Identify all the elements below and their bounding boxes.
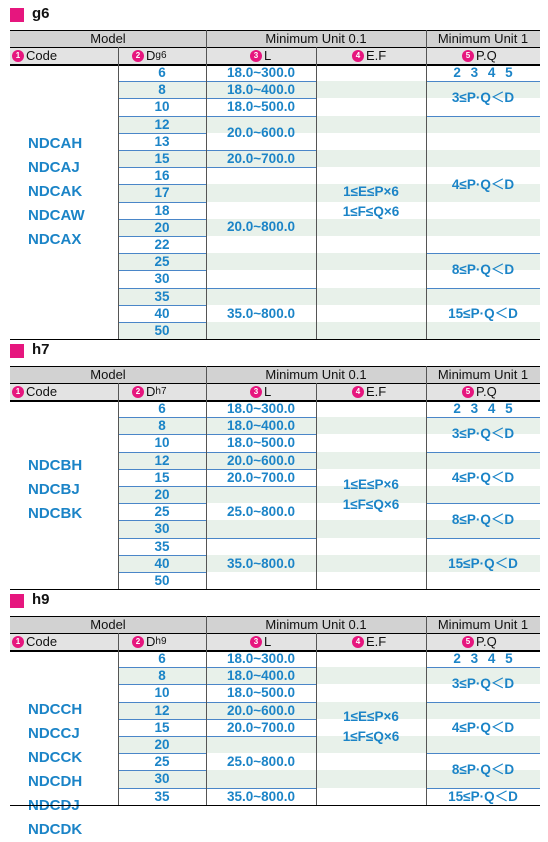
- header-model: Model: [90, 367, 126, 382]
- row-divider: [118, 305, 206, 306]
- d-value-cell: 40: [118, 555, 206, 572]
- section-marker-icon: [10, 344, 24, 358]
- section-marker-icon: [10, 8, 24, 22]
- ef-line: 1≤E≤P×6: [343, 476, 399, 492]
- row-divider: [118, 322, 206, 323]
- d-value-cell: 20: [118, 736, 206, 753]
- header-l-label: L: [264, 384, 272, 399]
- l-range-group-divider: [206, 288, 316, 289]
- number-circle-icon: 2: [132, 636, 144, 648]
- d-value-cell: 30: [154, 271, 170, 287]
- l-range-group-divider: [206, 719, 316, 720]
- row-divider: [118, 434, 206, 435]
- l-range-group-divider: [206, 167, 316, 168]
- header-d: [132, 384, 167, 399]
- code-list: [28, 132, 85, 252]
- l-range-cell: 25.0~800.0: [227, 754, 295, 769]
- ef-row-tint: [317, 253, 426, 270]
- l-range-group-divider: [206, 452, 316, 453]
- l-range-group-divider: [206, 116, 316, 117]
- d-value-cell: 30: [118, 770, 206, 787]
- header-row-bottom: [10, 383, 540, 400]
- d-value-cell: 8: [118, 417, 206, 434]
- pq-range-cell: 3≤P·Q＜D: [451, 676, 515, 692]
- header-pq: [462, 48, 497, 63]
- l-range-cell: 18.0~400.0: [227, 668, 295, 684]
- d-value-cell: 35: [154, 538, 170, 554]
- d-value-cell: 17: [118, 184, 206, 201]
- row-divider: [118, 202, 206, 203]
- l-range-cell: 35.0~800.0: [227, 305, 295, 321]
- header-min-unit-01: Minimum Unit 0.1: [265, 367, 367, 382]
- header-pq: [462, 634, 497, 649]
- table-border-line: [10, 616, 540, 617]
- l-range-cell: 18.0~500.0: [227, 685, 295, 701]
- row-divider: [118, 486, 206, 487]
- section-title: g6: [32, 5, 50, 22]
- code-item: NDCCJ: [28, 725, 80, 742]
- pq-range-group-divider: [426, 753, 540, 754]
- header-row-bottom: [10, 633, 540, 650]
- l-range-cell: 35.0~800.0: [227, 555, 295, 571]
- l-range-cell: 18.0~500.0: [227, 99, 295, 115]
- header-ef-label: E.F: [366, 48, 387, 63]
- number-circle-icon: 5: [462, 50, 474, 62]
- l-range-group-divider: [206, 98, 316, 99]
- spec-table: [10, 30, 540, 339]
- ef-cell: [316, 182, 426, 222]
- code-item: NDCAK: [28, 183, 83, 200]
- header-d-subscript: h7: [155, 386, 167, 397]
- d-value-cell: 15: [118, 150, 206, 167]
- d-value-cell: 20: [118, 486, 206, 503]
- table-border-line: [10, 805, 540, 806]
- l-range-cell: 20.0~700.0: [227, 719, 295, 735]
- code-item: NDCBK: [28, 505, 83, 522]
- header-code: [12, 384, 57, 399]
- header-l: [250, 384, 271, 399]
- header-d: [132, 634, 167, 649]
- table-border-line: [10, 339, 540, 340]
- l-range-cell: 18.0~400.0: [227, 418, 295, 434]
- table-border-line: [10, 400, 540, 402]
- d-value-cell: 13: [154, 133, 170, 149]
- l-range-group-divider: [206, 434, 316, 435]
- header-min-unit-1: Minimum Unit 1: [437, 31, 529, 46]
- column-divider: [426, 366, 427, 589]
- pq-range-cell: 4≤P·Q＜D: [451, 719, 515, 735]
- code-item: NDCDH: [28, 773, 83, 790]
- ef-row-tint: [317, 150, 426, 167]
- number-circle-icon: 5: [462, 636, 474, 648]
- row-divider: [118, 167, 206, 168]
- d-value-cell: 8: [118, 81, 206, 98]
- table-border-line: [10, 383, 540, 384]
- header-pq: [462, 384, 497, 399]
- number-circle-icon: 3: [250, 636, 262, 648]
- l-range-group-divider: [206, 469, 316, 470]
- header-code: [12, 48, 57, 63]
- row-divider: [118, 98, 206, 99]
- header-min-unit-01: Minimum Unit 0.1: [265, 31, 367, 46]
- code-list: [28, 454, 82, 526]
- l-range-group-divider: [206, 788, 316, 789]
- number-circle-icon: 2: [132, 386, 144, 398]
- header-model: Model: [90, 31, 126, 46]
- code-item: NDCAJ: [28, 159, 80, 176]
- d-value-cell: 12: [118, 452, 206, 469]
- header-l-label: L: [264, 48, 272, 63]
- row-divider: [118, 719, 206, 720]
- l-range-cell: 20.0~600.0: [227, 452, 295, 468]
- row-divider: [118, 417, 206, 418]
- pq-range-group-divider: [426, 503, 540, 504]
- d-value-cell: 12: [118, 116, 206, 133]
- d-value-cell: 8: [118, 667, 206, 684]
- number-circle-icon: 1: [12, 386, 24, 398]
- l-range-cell: 25.0~800.0: [227, 504, 295, 519]
- header-d-label: D: [146, 48, 156, 63]
- pq-range-group-divider: [426, 116, 540, 117]
- row-divider: [118, 236, 206, 237]
- table-border-line: [10, 650, 540, 652]
- l-range-group-divider: [206, 684, 316, 685]
- d-value-cell: 15: [154, 719, 170, 735]
- ef-line: 1≤F≤Q×6: [342, 496, 400, 512]
- table-border-line: [10, 633, 540, 634]
- pq-range-cell: 8≤P·Q＜D: [451, 262, 515, 278]
- header-ef: [352, 634, 386, 649]
- pq-range-cell: 2 3 4 5: [453, 651, 513, 666]
- number-circle-icon: 4: [352, 386, 364, 398]
- number-circle-icon: 1: [12, 636, 24, 648]
- column-divider: [316, 633, 317, 805]
- pq-range-group-divider: [426, 288, 540, 289]
- d-value-cell: 25: [154, 504, 170, 520]
- ef-row-tint: [317, 322, 426, 339]
- row-divider: [118, 572, 206, 573]
- pq-range-group-divider: [426, 538, 540, 539]
- number-circle-icon: 2: [132, 50, 144, 62]
- d-value-cell: 12: [118, 702, 206, 719]
- d-value-cell: 16: [154, 168, 170, 184]
- row-divider: [118, 555, 206, 556]
- header-d-label: D: [146, 384, 156, 399]
- header-code-label: Code: [26, 48, 58, 63]
- row-divider: [118, 538, 206, 539]
- ef-line: 1≤E≤P×6: [343, 709, 399, 725]
- table-border-line: [10, 64, 540, 66]
- pq-range-cell: 4≤P·Q＜D: [451, 469, 515, 485]
- header-min-unit-1: Minimum Unit 1: [437, 367, 529, 382]
- row-divider: [118, 667, 206, 668]
- code-item: NDCAX: [28, 231, 82, 248]
- header-pq-label: P.Q: [476, 384, 497, 399]
- section-title: h7: [32, 341, 50, 358]
- d-value-cell: 30: [118, 520, 206, 537]
- row-divider: [118, 770, 206, 771]
- column-divider: [118, 633, 119, 805]
- d-value-cell: 10: [154, 435, 170, 451]
- header-code: [12, 634, 57, 649]
- header-code-label: Code: [26, 634, 58, 649]
- header-code-label: Code: [26, 384, 58, 399]
- ef-line: 1≤F≤Q×6: [342, 729, 400, 745]
- header-model: Model: [90, 617, 126, 632]
- d-value-cell: 50: [154, 573, 170, 588]
- number-circle-icon: 4: [352, 50, 364, 62]
- row-divider: [118, 270, 206, 271]
- code-item: NDCCH: [28, 701, 83, 718]
- code-item: NDCCK: [28, 749, 83, 766]
- d-value-cell: 20: [118, 219, 206, 236]
- header-d-subscript: g6: [155, 50, 167, 61]
- column-divider: [426, 616, 427, 805]
- row-divider: [118, 81, 206, 82]
- table-border-line: [10, 30, 540, 31]
- d-value-cell: 18: [154, 202, 170, 218]
- l-range-group-divider: [206, 538, 316, 539]
- pq-range-cell: 15≤P·Q＜D: [448, 555, 518, 571]
- l-range-cell: 18.0~400.0: [227, 82, 295, 98]
- header-ef: [352, 48, 386, 63]
- l-range-group-divider: [206, 417, 316, 418]
- row-divider: [118, 753, 206, 754]
- column-divider: [118, 383, 119, 589]
- d-value-cell: 40: [154, 305, 170, 321]
- pq-range-cell: 8≤P·Q＜D: [451, 762, 515, 778]
- row-divider: [118, 288, 206, 289]
- pq-range-group-divider: [426, 702, 540, 703]
- l-range-cell: 20.0~700.0: [227, 469, 295, 485]
- row-divider: [118, 469, 206, 470]
- l-range-cell: 18.0~300.0: [227, 401, 295, 416]
- code-item: NDCDJ: [28, 797, 80, 814]
- number-circle-icon: 3: [250, 50, 262, 62]
- code-item: NDCDK: [28, 821, 83, 838]
- row-divider: [118, 150, 206, 151]
- header-min-unit-1: Minimum Unit 1: [437, 617, 529, 632]
- header-row-bottom: [10, 47, 540, 64]
- l-range-group-divider: [206, 486, 316, 487]
- column-divider: [316, 47, 317, 339]
- l-range-group-divider: [206, 81, 316, 82]
- column-divider: [206, 366, 207, 589]
- spec-table: [10, 366, 540, 589]
- pq-range-group-divider: [426, 253, 540, 254]
- pq-range-group-divider: [426, 417, 540, 418]
- row-divider: [118, 520, 206, 521]
- table-border-line: [10, 366, 540, 367]
- pq-range-cell: 3≤P·Q＜D: [451, 90, 515, 106]
- ef-row-tint: [317, 770, 426, 787]
- ef-line: 1≤E≤P×6: [343, 183, 399, 199]
- pq-range-cell: 15≤P·Q＜D: [448, 788, 518, 804]
- header-min-unit-01: Minimum Unit 0.1: [265, 617, 367, 632]
- d-value-cell: 25: [118, 253, 206, 270]
- d-value-cell: 10: [154, 685, 170, 701]
- l-range-cell: 20.0~700.0: [227, 151, 295, 166]
- header-pq-label: P.Q: [476, 634, 497, 649]
- l-range-cell: 20.0~600.0: [227, 702, 295, 718]
- ef-row-tint: [317, 81, 426, 98]
- row-divider: [118, 184, 206, 185]
- row-divider: [118, 219, 206, 220]
- section-marker-icon: [10, 594, 24, 608]
- pq-range-cell: 4≤P·Q＜D: [451, 176, 515, 192]
- pq-range-group-divider: [426, 788, 540, 789]
- column-divider: [426, 30, 427, 339]
- l-range-group-divider: [206, 667, 316, 668]
- pq-range-cell: 8≤P·Q＜D: [451, 512, 515, 528]
- row-divider: [118, 684, 206, 685]
- row-divider: [118, 736, 206, 737]
- table-border-line: [10, 47, 540, 48]
- ef-line: 1≤F≤Q×6: [342, 203, 400, 219]
- row-divider: [118, 133, 206, 134]
- row-divider: [118, 253, 206, 254]
- d-value-cell: 25: [154, 754, 170, 770]
- number-circle-icon: 1: [12, 50, 24, 62]
- header-d-label: D: [146, 634, 156, 649]
- pq-range-cell: 2 3 4 5: [453, 65, 513, 80]
- header-pq-label: P.Q: [476, 48, 497, 63]
- pq-range-group-divider: [426, 667, 540, 668]
- ef-cell: [316, 475, 426, 515]
- header-ef: [352, 384, 386, 399]
- l-range-group-divider: [206, 702, 316, 703]
- column-divider: [316, 383, 317, 589]
- code-item: NDCAH: [28, 135, 83, 152]
- l-range-cell: 35.0~800.0: [227, 788, 295, 804]
- section-title: h9: [32, 591, 50, 608]
- number-circle-icon: 5: [462, 386, 474, 398]
- row-divider: [118, 116, 206, 117]
- ef-row-tint: [317, 452, 426, 469]
- number-circle-icon: 4: [352, 636, 364, 648]
- l-range-cell: 20.0~600.0: [227, 124, 295, 140]
- pq-range-cell: 3≤P·Q＜D: [451, 426, 515, 442]
- pq-range-group-divider: [426, 452, 540, 453]
- ef-row-tint: [317, 288, 426, 305]
- column-divider: [206, 30, 207, 339]
- table-border-line: [10, 589, 540, 590]
- header-l: [250, 634, 271, 649]
- header-l: [250, 48, 271, 63]
- l-range-group-divider: [206, 150, 316, 151]
- d-value-cell: 6: [158, 401, 166, 416]
- d-value-cell: 6: [158, 65, 166, 80]
- d-value-cell: 35: [154, 788, 170, 804]
- header-d: [132, 48, 167, 63]
- column-divider: [206, 616, 207, 805]
- code-item: NDCBH: [28, 457, 83, 474]
- ef-row-tint: [317, 417, 426, 434]
- spec-table: [10, 616, 540, 838]
- row-divider: [118, 452, 206, 453]
- l-range-group-divider: [206, 736, 316, 737]
- ef-row-tint: [317, 116, 426, 133]
- d-value-cell: 50: [118, 322, 206, 339]
- row-divider: [118, 503, 206, 504]
- l-range-cell: 20.0~800.0: [227, 219, 295, 235]
- row-divider: [118, 702, 206, 703]
- d-value-cell: 22: [154, 237, 170, 252]
- code-item: NDCAW: [28, 207, 85, 224]
- d-value-cell: 35: [118, 288, 206, 305]
- ef-row-tint: [317, 555, 426, 572]
- l-range-cell: 18.0~300.0: [227, 65, 295, 80]
- column-divider: [118, 47, 119, 339]
- header-ef-label: E.F: [366, 384, 387, 399]
- pq-range-cell: 15≤P·Q＜D: [448, 305, 518, 321]
- ef-row-tint: [317, 667, 426, 684]
- l-range-cell: 18.0~300.0: [227, 651, 295, 666]
- pq-range-group-divider: [426, 81, 540, 82]
- header-l-label: L: [264, 634, 272, 649]
- pq-range-cell: 2 3 4 5: [453, 401, 513, 416]
- header-d-subscript: h9: [155, 636, 167, 647]
- row-divider: [118, 788, 206, 789]
- code-item: NDCBJ: [28, 481, 80, 498]
- d-value-cell: 6: [158, 651, 166, 666]
- l-range-cell: 18.0~500.0: [227, 435, 295, 451]
- d-value-cell: 15: [154, 469, 170, 485]
- header-ef-label: E.F: [366, 634, 387, 649]
- d-value-cell: 10: [154, 99, 170, 115]
- ef-cell: [316, 707, 426, 747]
- code-list: [28, 698, 82, 842]
- ef-row-tint: [317, 520, 426, 537]
- number-circle-icon: 3: [250, 386, 262, 398]
